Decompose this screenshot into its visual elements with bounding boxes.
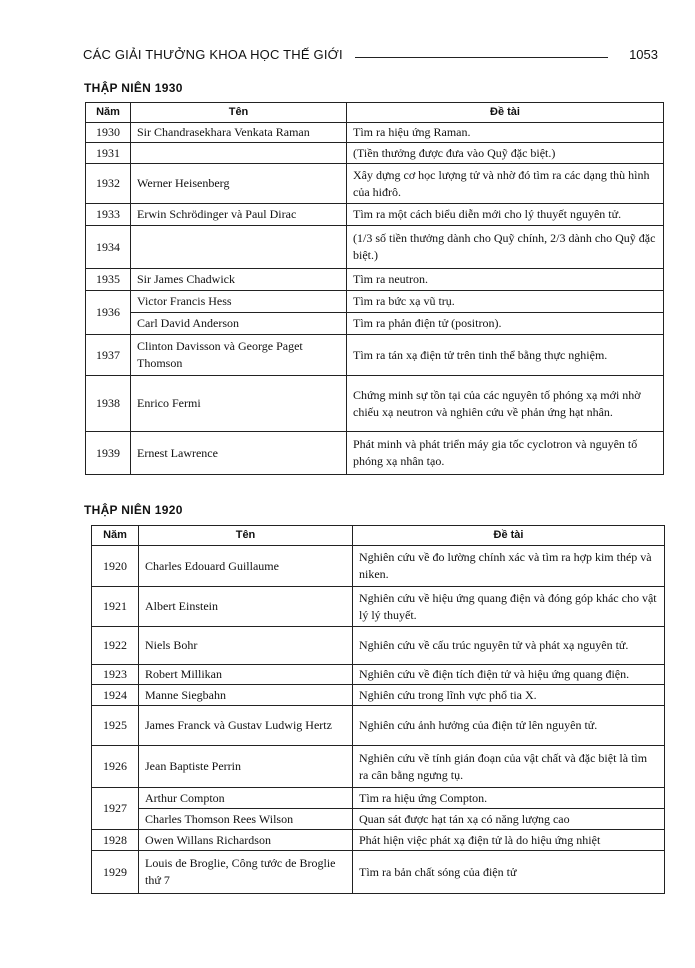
prize-table-1930s — [85, 102, 664, 475]
header-title: CÁC GIẢI THƯỞNG KHOA HỌC THẾ GIỚI — [83, 47, 343, 62]
table-row — [86, 123, 664, 143]
topic-cell: Nghiên cứu ảnh hưởng của điện tử lên nguyên tử. — [353, 706, 665, 746]
table-row — [92, 546, 665, 587]
table-row — [92, 587, 665, 627]
year-cell: 1930 — [86, 123, 131, 143]
year-cell: 1921 — [92, 587, 139, 627]
laureate-cell: Niels Bohr — [139, 627, 353, 665]
table-row — [92, 627, 665, 665]
topic-cell: (1/3 số tiền thưởng dành cho Quỹ chính, 2/3 dành cho Quỹ đặc biệt.) — [347, 226, 664, 269]
table-row — [92, 788, 665, 809]
year-cell: 1924 — [92, 685, 139, 706]
year-cell: 1936 — [86, 291, 131, 335]
topic-cell: Quan sát được hạt tán xạ có năng lượng cao — [353, 809, 665, 830]
table-row — [92, 851, 665, 894]
topic-cell: Tìm ra bản chất sóng của điện tử — [353, 851, 665, 894]
laureate-cell: Charles Edouard Guillaume — [139, 546, 353, 587]
laureate-cell: Louis de Broglie, Công tước de Broglie thứ 7 — [139, 851, 353, 894]
laureate-cell — [131, 143, 347, 164]
topic-cell: Tìm ra neutron. — [347, 269, 664, 291]
topic-cell: Tìm ra hiệu ứng Compton. — [353, 788, 665, 809]
laureate-cell: Victor Francis Hess — [131, 291, 347, 313]
column-header-topic: Đề tài — [353, 526, 665, 546]
year-cell: 1932 — [86, 164, 131, 204]
year-cell: 1934 — [86, 226, 131, 269]
table-row — [86, 164, 664, 204]
laureate-cell: Albert Einstein — [139, 587, 353, 627]
year-cell: 1925 — [92, 706, 139, 746]
year-cell: 1929 — [92, 851, 139, 894]
table-row — [86, 204, 664, 226]
header-rule — [355, 57, 608, 58]
table-row — [92, 665, 665, 685]
topic-cell: Nghiên cứu về tính gián đoạn của vật chất và đặc biệt là tìm ra cân bằng ngưng tụ. — [353, 746, 665, 788]
column-header-name: Tên — [139, 526, 353, 546]
table-row — [92, 830, 665, 851]
section-title-1920s: THẬP NIÊN 1920 — [84, 503, 183, 517]
laureate-cell: Clinton Davisson và George Paget Thomson — [131, 335, 347, 376]
topic-cell: Phát minh và phát triển máy gia tốc cyclotron và nguyên tố phóng xạ nhân tạo. — [347, 432, 664, 475]
topic-cell: (Tiền thưởng được đưa vào Quỹ đặc biệt.) — [347, 143, 664, 164]
laureate-cell: Sir Chandrasekhara Venkata Raman — [131, 123, 347, 143]
table-row — [86, 432, 664, 475]
year-cell: 1939 — [86, 432, 131, 475]
topic-cell: Nghiên cứu trong lĩnh vực phổ tia X. — [353, 685, 665, 706]
topic-cell: Tìm ra tán xạ điện tử trên tinh thể bằng thực nghiệm. — [347, 335, 664, 376]
section-title-1930s: THẬP NIÊN 1930 — [84, 81, 183, 95]
year-cell: 1935 — [86, 269, 131, 291]
laureate-cell: Manne Siegbahn — [139, 685, 353, 706]
year-cell: 1937 — [86, 335, 131, 376]
year-cell: 1922 — [92, 627, 139, 665]
topic-cell: Nghiên cứu về cấu trúc nguyên tử và phát xạ nguyên tử. — [353, 627, 665, 665]
laureate-cell: Carl David Anderson — [131, 313, 347, 335]
year-cell: 1931 — [86, 143, 131, 164]
table-row — [86, 291, 664, 313]
year-cell: 1926 — [92, 746, 139, 788]
table-row — [92, 685, 665, 706]
laureate-cell: Jean Baptiste Perrin — [139, 746, 353, 788]
topic-cell: Phát hiện việc phát xạ điện tử là do hiệu ứng nhiệt — [353, 830, 665, 851]
laureate-cell: Erwin Schrödinger và Paul Dirac — [131, 204, 347, 226]
year-cell: 1927 — [92, 788, 139, 830]
laureate-cell: Enrico Fermi — [131, 376, 347, 432]
table-row — [86, 226, 664, 269]
topic-cell: Xây dựng cơ học lượng tử và nhờ đó tìm ra các dạng thù hình của hiđrô. — [347, 164, 664, 204]
laureate-cell: Sir James Chadwick — [131, 269, 347, 291]
laureate-cell: James Franck và Gustav Ludwig Hertz — [139, 706, 353, 746]
topic-cell: Tìm ra phản điện tử (positron). — [347, 313, 664, 335]
topic-cell: Tìm ra một cách biểu diễn mới cho lý thuyết nguyên tử. — [347, 204, 664, 226]
column-header-year: Năm — [86, 103, 131, 123]
laureate-cell: Charles Thomson Rees Wilson — [139, 809, 353, 830]
year-cell: 1920 — [92, 546, 139, 587]
topic-cell: Nghiên cứu về điện tích điện tử và hiệu ứng quang điện. — [353, 665, 665, 685]
running-header — [83, 47, 658, 67]
page-number: 1053 — [629, 47, 658, 62]
topic-cell: Nghiên cứu về hiệu ứng quang điện và đóng góp khác cho vật lý lý thuyết. — [353, 587, 665, 627]
table-row — [92, 706, 665, 746]
prize-table-1920s — [91, 525, 665, 894]
topic-cell: Tìm ra bức xạ vũ trụ. — [347, 291, 664, 313]
laureate-cell: Robert Millikan — [139, 665, 353, 685]
table-header-row — [86, 103, 664, 123]
table-row — [86, 376, 664, 432]
table-row — [86, 269, 664, 291]
column-header-name: Tên — [131, 103, 347, 123]
topic-cell: Nghiên cứu về đo lường chính xác và tìm ra hợp kim thép và niken. — [353, 546, 665, 587]
table-row — [86, 313, 664, 335]
table-row — [92, 746, 665, 788]
table-header-row — [92, 526, 665, 546]
laureate-cell — [131, 226, 347, 269]
laureate-cell: Werner Heisenberg — [131, 164, 347, 204]
table-row — [92, 809, 665, 830]
table-row — [86, 335, 664, 376]
laureate-cell: Owen Willans Richardson — [139, 830, 353, 851]
topic-cell: Chứng minh sự tồn tại của các nguyên tố phóng xạ mới nhờ chiếu xạ neutron và nghiên cứu về phản ứng hạt nhân. — [347, 376, 664, 432]
laureate-cell: Ernest Lawrence — [131, 432, 347, 475]
column-header-topic: Đề tài — [347, 103, 664, 123]
year-cell: 1933 — [86, 204, 131, 226]
topic-cell: Tìm ra hiệu ứng Raman. — [347, 123, 664, 143]
column-header-year: Năm — [92, 526, 139, 546]
laureate-cell: Arthur Compton — [139, 788, 353, 809]
year-cell: 1923 — [92, 665, 139, 685]
table-row — [86, 143, 664, 164]
year-cell: 1938 — [86, 376, 131, 432]
year-cell: 1928 — [92, 830, 139, 851]
